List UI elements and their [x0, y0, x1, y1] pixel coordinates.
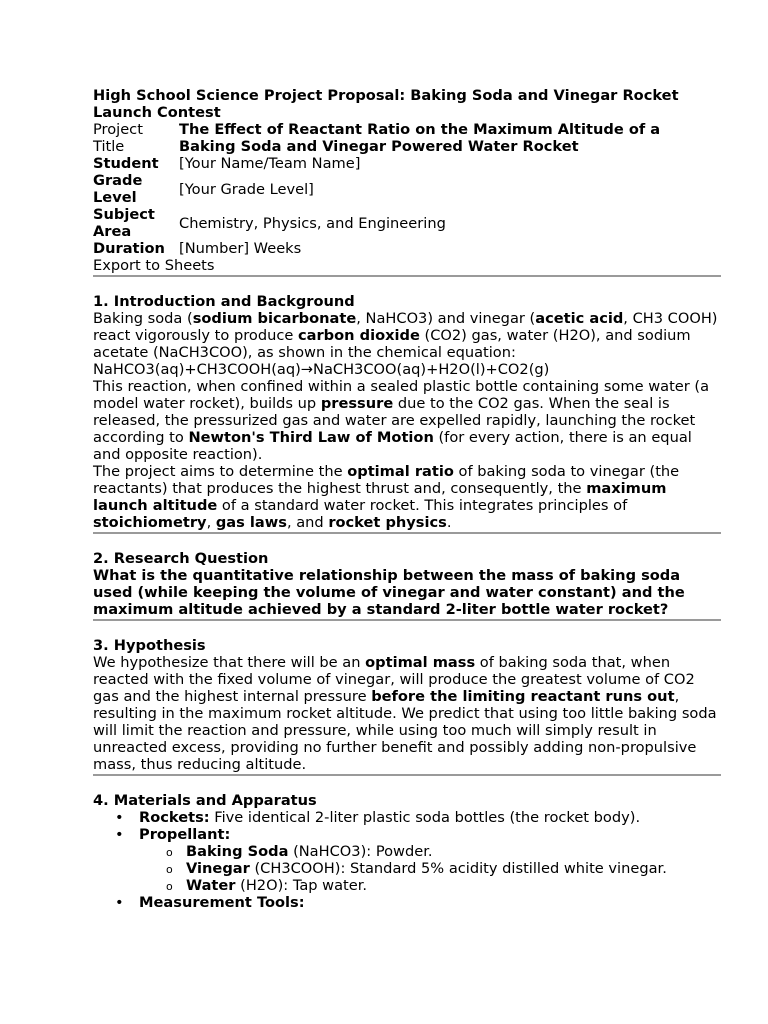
text-run: .	[446, 514, 452, 531]
project-title-key	[93, 121, 179, 155]
research-question-heading: 2. Research Question	[93, 550, 269, 567]
bold-term: optimal ratio	[347, 463, 454, 480]
bold-term: Measurement Tools:	[139, 894, 305, 911]
section-divider	[93, 275, 721, 277]
project-title-key-line-2: Title	[93, 138, 125, 155]
document-title-line-1: High School Science Project Proposal: Baking Soda and Vinegar Rocket	[93, 87, 679, 104]
text-run: , CH3 COOH) react vigorously to produce	[93, 310, 718, 344]
bold-term: Rockets:	[139, 809, 210, 826]
hypothesis-section	[93, 637, 721, 773]
project-title-value-line-1: The Effect of Reactant Ratio on the Maximum Altitude of a	[179, 121, 661, 138]
duration-row	[93, 240, 660, 257]
research-question-text: What is the quantitative relationship between the mass of baking soda used (while keeping the volume of vinegar and water constant) and the maximum altitude achieved by a standard 2-liter bottle water rocket?	[93, 567, 685, 618]
introduction-paragraph-2	[93, 378, 721, 463]
bold-term: Water	[186, 877, 236, 894]
grade-key-line-2: Level	[93, 189, 137, 206]
section-divider	[93, 774, 721, 776]
text-run: (for every action, there is an equal and opposite reaction).	[93, 429, 692, 463]
subject-row	[93, 206, 660, 240]
text-run: (NaHCO3): Powder.	[288, 843, 433, 860]
list-item-propellant	[113, 826, 721, 894]
research-question-section	[93, 550, 721, 618]
student-key: Student	[93, 155, 159, 172]
materials-heading: 4. Materials and Apparatus	[93, 792, 317, 809]
text-run: ,	[206, 514, 216, 531]
bold-term: Vinegar	[186, 860, 250, 877]
grade-value: [Your Grade Level]	[179, 180, 314, 198]
text-run: (H2O): Tap water.	[235, 877, 368, 894]
document-title	[93, 87, 721, 121]
project-title-value	[179, 121, 660, 155]
introduction-paragraph-3	[93, 463, 721, 531]
text-run: This reaction, when confined within a sealed plastic bottle containing some water (a model water rocket), builds up	[93, 378, 710, 412]
bold-term: optimal mass	[365, 654, 476, 671]
subject-key	[93, 206, 179, 240]
introduction-paragraph-1	[93, 310, 721, 361]
grade-key	[93, 172, 179, 206]
subject-value: Chemistry, Physics, and Engineering	[179, 214, 446, 232]
document-title-line-2: Launch Contest	[93, 104, 221, 121]
project-info-table	[93, 121, 660, 257]
bold-term: before the limiting reactant runs out	[371, 688, 675, 705]
sublist-item-baking-soda	[166, 843, 721, 860]
grade-row	[93, 172, 660, 206]
bold-term: Newton's Third Law of Motion	[188, 429, 434, 446]
hypothesis-paragraph	[93, 654, 721, 773]
section-divider	[93, 532, 721, 534]
project-title-row	[93, 121, 660, 155]
text-run: (CH3COOH): Standard 5% acidity distilled white vinegar.	[249, 860, 667, 877]
text-run: The project aims to determine the	[93, 463, 348, 480]
text-run: of a standard water rocket. This integrates principles of	[217, 497, 628, 514]
bold-term: rocket physics	[328, 514, 447, 531]
duration-value: [Number] Weeks	[179, 240, 302, 257]
propellant-sublist	[139, 843, 721, 894]
bold-term: maximum launch altitude	[93, 480, 667, 514]
sublist-item-water	[166, 877, 721, 894]
bold-term: Baking Soda	[186, 843, 289, 860]
bold-term: acetic acid	[535, 310, 624, 327]
introduction-section	[93, 293, 721, 531]
text-run: due to the CO2 gas. When the seal is released, the pressurized gas and water are expelled rapidly, launching the rocket according to	[93, 395, 696, 446]
text-run: of baking soda that, when reacted with the fixed volume of vinegar, will produce the greatest volume of CO2 gas and the highest internal pressure	[93, 654, 695, 705]
sublist-item-vinegar	[166, 860, 721, 877]
bold-term: sodium bicarbonate	[192, 310, 357, 327]
text-run: We hypothesize that there will be an	[93, 654, 366, 671]
bold-term: carbon dioxide	[297, 327, 420, 344]
bold-term: Propellant:	[139, 826, 231, 843]
project-title-key-line-1: Project	[93, 121, 143, 138]
text-run: , resulting in the maximum rocket altitude. We predict that using too little baking soda will limit the reaction and pressure, while using too much will simply result in unreacted excess, providing no further benefit and possibly adding non-propulsive mass, thus reducing altitude.	[93, 688, 717, 773]
subject-key-line-1: Subject	[93, 206, 155, 223]
materials-section	[93, 792, 721, 911]
text-run: , NaHCO3) and vinegar (	[356, 310, 536, 327]
grade-key-line-1: Grade	[93, 172, 143, 189]
list-item-measurement-tools	[113, 894, 721, 911]
text-run: (CO2) gas, water (H2O), and sodium acetate (NaCH3COO), as shown in the chemical equation:	[93, 327, 691, 361]
duration-key: Duration	[93, 240, 165, 257]
text-run: Five identical 2-liter plastic soda bottles (the rocket body).	[209, 809, 641, 826]
chemical-equation: NaHCO3(aq)+CH3COOH(aq)→NaCH3COO(aq)+H2O(l)+CO2(g)	[93, 361, 550, 378]
hypothesis-heading: 3. Hypothesis	[93, 637, 206, 654]
introduction-heading: 1. Introduction and Background	[93, 293, 355, 310]
bold-term: pressure	[320, 395, 394, 412]
project-title-value-line-2: Baking Soda and Vinegar Powered Water Rocket	[179, 138, 579, 155]
bold-term: stoichiometry	[93, 514, 207, 531]
list-item-rockets	[113, 809, 721, 826]
text-run: of baking soda to vinegar (the reactants) that produces the highest thrust and, consequently, the	[93, 463, 680, 497]
document-content	[93, 87, 721, 911]
student-row	[93, 155, 660, 172]
subject-key-line-2: Area	[93, 223, 132, 240]
section-divider	[93, 619, 721, 621]
bold-term: gas laws	[215, 514, 287, 531]
text-run: , and	[286, 514, 329, 531]
export-to-sheets-link[interactable]: Export to Sheets	[93, 257, 215, 274]
student-value: [Your Name/Team Name]	[179, 155, 361, 172]
materials-list	[93, 809, 721, 911]
text-run: Baking soda (	[93, 310, 193, 327]
